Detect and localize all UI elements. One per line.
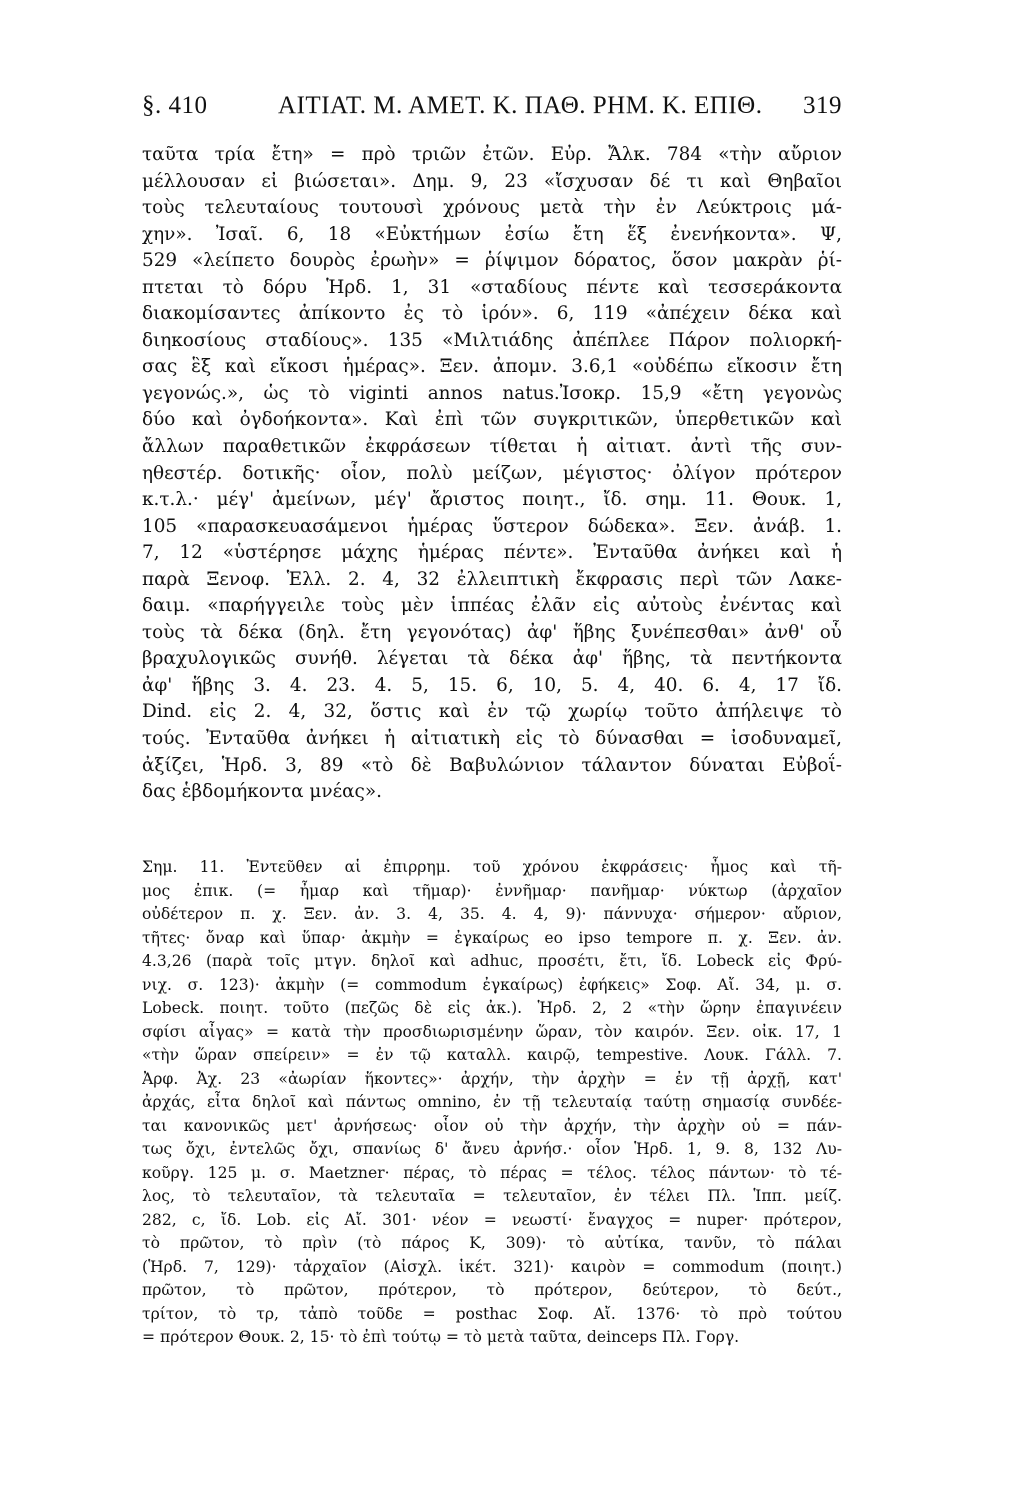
text-line: παρὰ Ξενοφ. Ἑλλ. 2. 4, 32 ἐλλειπτικὴ ἔκφρασις περὶ τῶν Λακε- — [142, 568, 842, 590]
text-line: βραχυλογικῶς συνήθ. λέγεται τὰ δέκα ἀφ' ἥβης, τὰ πεντήκοντα — [142, 648, 842, 670]
text-line: πτεται τὸ δόρυ Ἡρδ. 1, 31 «σταδίους πέντε καὶ τεσσεράκοντα — [142, 276, 842, 298]
text-line: ται κανονικῶς μετ' ἀρνήσεως· οἷον οὐ τὴν ἀρχήν, τὴν ἀρχὴν οὐ = πάν- — [142, 1116, 842, 1135]
text-line: σφίσι αἶγας» = κατὰ τὴν προσδιωρισμένην ὥραν, τὸν καιρόν. Ξεν. οἰκ. 17, 1 — [142, 1022, 842, 1041]
text-line: 529 «λείπετο δουρὸς ἐρωὴν» = ῥίψιμον δόρατος, ὅσον μακρὰν ῥί- — [142, 250, 842, 272]
text-line: δαιμ. «παρήγγειλε τοὺς μὲν ἱππέας ἐλᾶν εἰς αὐτοὺς ἐνέντας καὶ — [142, 595, 842, 617]
text-line: δας ἑβδομήκοντα μνέας». — [142, 781, 382, 803]
text-line: μέλλουσαν εἰ βιώσεται». Δημ. 9, 23 «ἴσχυσαν δέ τι καὶ Θηβαῖοι — [142, 170, 842, 192]
text-line: ἀξίζει, Ἡρδ. 3, 89 «τὸ δὲ Βαβυλώνιον τάλαντον δύναται Εὐβοΐ- — [142, 754, 842, 776]
text-line: Ἀρφ. Ἀχ. 23 «ἀωρίαν ἥκοντες»· ἀρχήν, τὴν ἀρχὴν = ἐν τῇ ἀρχῇ, κατ' — [142, 1069, 842, 1088]
text-line: Dind. εἰς 2. 4, 32, ὅστις καὶ ἐν τῷ χωρίῳ τοῦτο ἀπήλειψε τὸ — [142, 701, 842, 723]
text-line: (Ἡρδ. 7, 129)· τἀρχαῖον (Αἰσχλ. ἱκέτ. 321)· καιρὸν = commodum (ποιητ.) — [142, 1257, 842, 1276]
text-line: 105 «παρασκευασάμενοι ἡμέρας ὕστερον δώδεκα». Ξεν. ἀνάβ. 1. — [142, 515, 842, 537]
text-line: τούς. Ἐνταῦθα ἀνήκει ἡ αἰτιατικὴ εἰς τὸ δύνασθαι = ἰσοδυναμεῖ, — [142, 728, 842, 750]
text-line: 7, 12 «ὑστέρησε μάχης ἡμέρας πέντε». Ἐνταῦθα ἀνήκει καὶ ἡ — [142, 542, 842, 564]
footnote-block — [142, 856, 842, 1350]
text-line: ἀρχάς, εἶτα δηλοῖ καὶ πάντως omnino, ἐν τῇ τελευταίᾳ ταύτῃ σημασίᾳ συνδέε- — [142, 1093, 842, 1111]
text-line: τρίτον, τὸ τρ, τἀπὸ τοῦδε = posthac Σοφ. Αἴ. 1376· τὸ πρὸ τούτου — [142, 1304, 842, 1323]
text-line: = πρότερον Θουκ. 2, 15· τὸ ἐπὶ τούτῳ = τὸ μετὰ ταῦτα, deinceps Πλ. Γοργ. — [142, 1328, 740, 1346]
main-text — [142, 142, 842, 806]
text-line: οὐδέτερον π. χ. Ξεν. ἀν. 3. 4, 35. 4. 4, 9)· πάννυχα· σήμερον· αὔριον, — [142, 905, 842, 923]
text-line: διακομίσαντες ἀπίκοντο ἐς τὸ ἱρόν». 6, 119 «ἀπέχειν δέκα καὶ — [142, 303, 842, 325]
section-number: §. 410 — [142, 92, 208, 119]
page-header — [142, 92, 842, 132]
text-line: γεγονώς.», ὡς τὸ viginti annos natus.Ἰσοκρ. 15,9 «ἔτη γεγονὼς — [142, 382, 842, 404]
text-line: «τὴν ὥραν σπείρειν» = ἐν τῷ καταλλ. καιρῷ, tempestive. Λουκ. Γάλλ. 7. — [142, 1046, 842, 1064]
running-title: ΑΙΤΙΑΤ. Μ. ΑΜΕΤ. Κ. ΠΑΘ. ΡΗΜ. Κ. ΕΠΙΘ. — [278, 92, 763, 119]
text-line: κ.τ.λ.· μέγ' ἀμείνων, μέγ' ἄριστος ποιητ., ἴδ. σημ. 11. Θουκ. 1, — [142, 489, 842, 511]
text-line: λος, τὸ τελευταῖον, τὰ τελευταῖα = τελευταῖον, ἐν τέλει Πλ. Ἱππ. μείζ. — [142, 1187, 842, 1205]
text-line: ἀφ' ἥβης 3. 4. 23. 4. 5, 15. 6, 10, 5. 4, 40. 6. 4, 17 ἴδ. — [142, 674, 842, 696]
text-line: διηκοσίους σταδίους». 135 «Μιλτιάδης ἀπέπλεε Πάρον πολιορκή- — [142, 329, 842, 351]
text-line: μος ἐπικ. (= ἦμαρ καὶ τῆμαρ)· ἐννῆμαρ· πανῆμαρ· νύκτωρ (ἀρχαῖον — [142, 881, 842, 900]
text-line: κοῦργ. 125 μ. σ. Maetzner· πέρας, τὸ πέρας = τέλος. τέλος πάντων· τὸ τέ- — [142, 1163, 842, 1182]
text-line: Lobeck. ποιητ. τοῦτο (πεζῶς δὲ εἰς ἀκ.). Ἡρδ. 2, 2 «τὴν ὥρην ἐπαγινέειν — [142, 999, 842, 1017]
text-line: τοὺς τὰ δέκα (δηλ. ἔτη γεγονότας) ἀφ' ἥβης ξυνέπεσθαι» ἀνθ' οὗ — [142, 621, 842, 643]
text-line: τως ὄχι, ἐντελῶς ὄχι, σπανίως δ' ἄνευ ἀρνήσ.· οἷον Ἡρδ. 1, 9. 8, 132 Λυ- — [142, 1140, 842, 1158]
text-line: ταῦτα τρία ἔτη» = πρὸ τριῶν ἐτῶν. Εὐρ. Ἄλκ. 784 «τὴν αὔριον — [142, 144, 842, 165]
text-line: σας ἓξ καὶ εἴκοσι ἡμέρας». Ξεν. ἀπομν. 3.6,1 «οὐδέπω εἴκοσιν ἔτη — [142, 356, 842, 378]
text-line: 4.3,26 (παρὰ τοῖς μτγν. δηλοῖ καὶ adhuc, προσέτι, ἔτι, ἴδ. Lobeck εἰς Φρύ- — [142, 952, 842, 970]
text-line: ηθεστέρ. δοτικῆς· οἷον, πολὺ μείζων, μέγιστος· ὀλίγον πρότερον — [142, 462, 842, 484]
text-line: δύο καὶ ὀγδοήκοντα». Καὶ ἐπὶ τῶν συγκριτικῶν, ὑπερθετικῶν καὶ — [142, 409, 842, 431]
page-number: 319 — [803, 92, 842, 119]
text-line: τὸ πρῶτον, τὸ πρὶν (τὸ πάρος Κ, 309)· τὸ αὐτίκα, τανῦν, τὸ πάλαι — [142, 1234, 842, 1252]
text-line: Σημ. 11. Ἐντεῦθεν αἱ ἐπιρρημ. τοῦ χρόνου ἐκφράσεις· ἦμος καὶ τῆ- — [142, 858, 842, 876]
text-line: 282, c, ἴδ. Lob. εἰς Αἴ. 301· νέον = νεωστί· ἔναγχος = nuper· πρότερον, — [142, 1210, 842, 1229]
text-line: πρῶτον, τὸ πρῶτον, πρότερον, τὸ πρότερον, δεύτερον, τὸ δεύτ., — [142, 1281, 842, 1299]
text-line: τοὺς τελευταίους τουτουσὶ χρόνους μετὰ τὴν ἐν Λεύκτροις μά- — [142, 197, 842, 219]
text-line: νιχ. σ. 123)· ἀκμὴν (= commodum ἐγκαίρως) ἐφήκεις» Σοφ. Αἴ. 34, μ. σ. — [142, 975, 842, 994]
text-line: χην». Ἰσαῖ. 6, 18 «Εὐκτήμων ἐσίω ἔτη ἕξ ἐνενήκοντα». Ψ, — [142, 223, 842, 245]
text-line: τῆτες· ὄναρ καὶ ὕπαρ· ἀκμὴν = ἐγκαίρως eo ipso tempore π. χ. Ξεν. ἀν. — [142, 928, 842, 947]
text-line: ἄλλων παραθετικῶν ἐκφράσεων τίθεται ἡ αἰτιατ. ἀντὶ τῆς συν- — [142, 436, 842, 458]
